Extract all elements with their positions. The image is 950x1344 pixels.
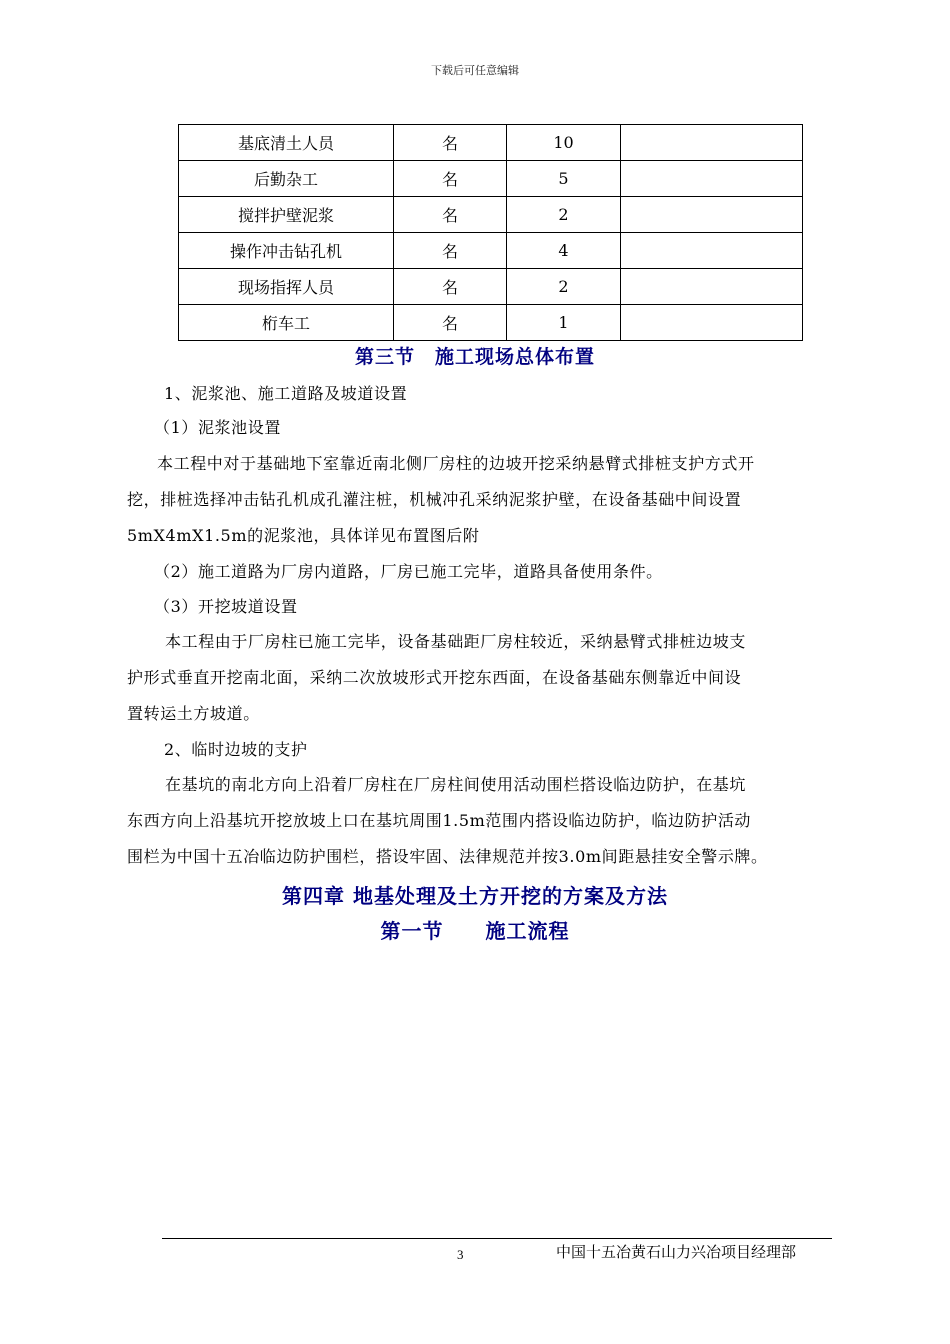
paragraph: （2）施工道路为厂房内道路，厂房已施工完毕，道路具备使用条件。	[154, 562, 663, 581]
paragraph: 5mX4mX1.5m的泥浆池，具体详见布置图后附	[127, 526, 480, 545]
table-row	[179, 197, 803, 233]
paragraph: 本工程由于厂房柱已施工完毕，设备基础距厂房柱较近，采纳悬臂式排桩边坡支	[165, 632, 747, 651]
table-cell-note	[621, 305, 803, 341]
table-cell-note	[621, 197, 803, 233]
footer-organization: 中国十五冶黄石山力兴冶项目经理部	[556, 1243, 797, 1261]
table-cell-count: 2	[507, 269, 621, 305]
table-cell-count: 10	[507, 125, 621, 161]
staff-table-body	[179, 125, 803, 341]
table-row	[179, 125, 803, 161]
table-cell-unit: 名	[394, 269, 507, 305]
table-cell-count: 2	[507, 197, 621, 233]
paragraph: 东西方向上沿基坑开挖放坡上口在基坑周围1.5m范围内搭设临边防护，临边防护活动	[127, 811, 752, 830]
paragraph: （3）开挖坡道设置	[154, 597, 298, 616]
table-row	[179, 305, 803, 341]
section-heading: 第一节 施工流程	[380, 919, 570, 943]
chapter-heading: 第四章 地基处理及土方开挖的方案及方法	[282, 884, 668, 908]
footer-divider	[162, 1238, 832, 1239]
table-cell-count: 5	[507, 161, 621, 197]
page-number: 3	[457, 1247, 464, 1262]
table-cell-note	[621, 269, 803, 305]
header-note: 下载后可任意编辑	[431, 64, 519, 77]
table-cell-role: 桁车工	[179, 305, 394, 341]
table-cell-count: 1	[507, 305, 621, 341]
table-cell-role: 搅拌护壁泥浆	[179, 197, 394, 233]
paragraph: （1）泥浆池设置	[154, 418, 281, 437]
table-cell-role: 后勤杂工	[179, 161, 394, 197]
table-cell-role: 基底清土人员	[179, 125, 394, 161]
table-cell-unit: 名	[394, 125, 507, 161]
table-cell-note	[621, 161, 803, 197]
section-heading: 第三节 施工现场总体布置	[354, 346, 595, 368]
paragraph: 置转运土方坡道。	[127, 704, 260, 723]
table-cell-role: 操作冲击钻孔机	[179, 233, 394, 269]
table-cell-unit: 名	[394, 197, 507, 233]
paragraph: 2、临时边坡的支护	[164, 740, 308, 759]
table-cell-note	[621, 125, 803, 161]
paragraph: 护形式垂直开挖南北面，采纳二次放坡形式开挖东西面，在设备基础东侧靠近中间设	[127, 668, 742, 687]
table-cell-unit: 名	[394, 305, 507, 341]
table-cell-role: 现场指挥人员	[179, 269, 394, 305]
table-cell-unit: 名	[394, 161, 507, 197]
table-cell-count: 4	[507, 233, 621, 269]
paragraph: 在基坑的南北方向上沿着厂房柱在厂房柱间使用活动围栏搭设临边防护，在基坑	[165, 775, 747, 794]
table-row	[179, 161, 803, 197]
staff-table	[178, 124, 803, 341]
table-cell-unit: 名	[394, 233, 507, 269]
paragraph: 1、泥浆池、施工道路及坡道设置	[164, 384, 408, 403]
table-row	[179, 233, 803, 269]
paragraph: 挖，排桩选择冲击钻孔机成孔灌注桩，机械冲孔采纳泥浆护壁，在设备基础中间设置	[127, 490, 742, 509]
table-row	[179, 269, 803, 305]
paragraph: 本工程中对于基础地下室靠近南北侧厂房柱的边坡开挖采纳悬臂式排桩支护方式开	[157, 454, 755, 473]
paragraph: 围栏为中国十五冶临边防护围栏，搭设牢固、法律规范并按3.0m间距悬挂安全警示牌。	[127, 847, 768, 866]
table-cell-note	[621, 233, 803, 269]
